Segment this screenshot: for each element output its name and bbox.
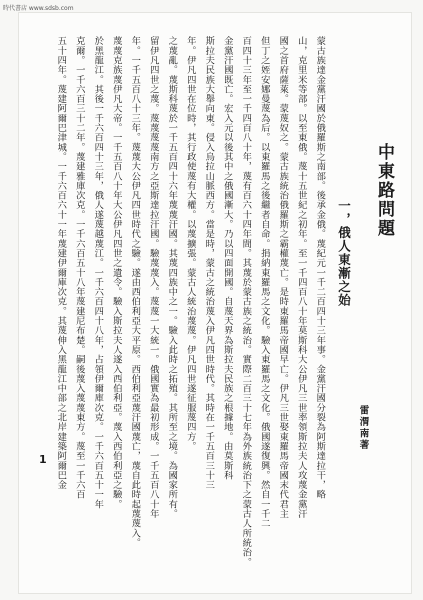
watermark-text: 時代書店 www.sdsb.com <box>3 4 74 12</box>
text-column: 年。一千五百八十三年。蔑蔑大公伊凡四世時代之驗。遂由西伯利亞大平原。西伯利亞蔑汗國蔑亡，蔑自此時起蔑蔑入。 <box>129 36 141 548</box>
page-number: 1 <box>39 453 47 466</box>
text-column: 金黨汗國既亡。宏入元以後其中之俄國漸大。乃以四面開國。自蔑天界為斯拉夫民族之根據地。由莫斯科 <box>221 36 233 480</box>
text-column: 克爾。一千六百三十二年。蔑建雅庫次克。一千六百五十八年蔑建尼布楚。嗣後蔑入蔑蔑東方。蔑至一千六百 <box>73 36 85 500</box>
text-column: 斯拉夫民族大舉向東。侵入烏拉山脈西方。當是時，蒙古之統治蔑入伊凡四世時代。其時在一千五百三十三 <box>203 36 215 490</box>
text-column: 五十四年。蔑建阿爾巴津城。一千六百六十一年蔑建伊爾庫次克。其蔑伸入黑龍江中部之北岸建築阿爾巴金 <box>55 36 67 490</box>
author-byline: 雷渭南著 <box>357 405 369 451</box>
document-page <box>18 12 412 594</box>
text-column: 蔑蔑克族蔑伊凡大帝。一千五百八十年大公伊凡四世之遺令。驗入斯拉夫人遂入西伯利亞。蔑入西伯利亞之驗。 <box>110 36 122 509</box>
text-column: 之蔑亂。蔑斯科蔑於一千五百四十六年蔑蔑汗國。其蔑四族中之一。驗入此時之拓殖。其所至之境。為國家所有。 <box>166 36 178 519</box>
text-column: 留伊凡四世之蔑。蔑蔑蔑蔑南方之亞斯達拉汗國。驗蔑蔑入。蔑蔑一大統一。俄國實為最初形成。一千五百八十年 <box>147 36 159 519</box>
text-column: 於黑龍江。其後一千六百四十三年，俄人遂蔑越蔑江。一千六百四十八年，占領伊爾庫次克。一千六百五十一年 <box>92 36 104 509</box>
text-column: 百四十三年至一千四百八十年，蔑有百六十四年間。其蔑於蒙古族之統治。實際二百三十七年為外族統治下之蒙古人所統治。 <box>240 36 252 567</box>
chapter-title: 中東路問題 <box>374 143 394 238</box>
text-column: 蒙古族達金黨汗國於俄羅斯之南部。後承金俄。蔑紀元一千二百四十三年事。金黨汗國分裂為阿斯達拉干，略 <box>314 36 326 500</box>
section-title: 一，俄人東漸之始 <box>336 199 352 307</box>
text-column: 年。伊凡四世在位時，其行政使蔑有大權。以蔑擴張。蒙古人統治蔑蔑。伊凡四世遂征服蔑四方。 <box>184 36 196 451</box>
text-column: 國之首府薩萊。蒙蔑奴之。蒙古族統治俄羅斯之霸權蔑亡。是時東羅馬帝國早亡。伊凡三世娶東羅馬帝國末代君主 <box>277 36 289 519</box>
text-column: 但丁之姪安娜曼蔑為后。以東羅馬之後繼者自命。捐納東羅馬之文化。驗入東羅馬之文化。俄國遂復興。然自一千二 <box>258 36 270 529</box>
text-column: 山，克里米等部。以至東俄。蔑十五世紀之初年。至一千四百八十年莫斯科大公伊凡三世率領斯拉夫人攻蔑金黨汗 <box>295 36 307 519</box>
